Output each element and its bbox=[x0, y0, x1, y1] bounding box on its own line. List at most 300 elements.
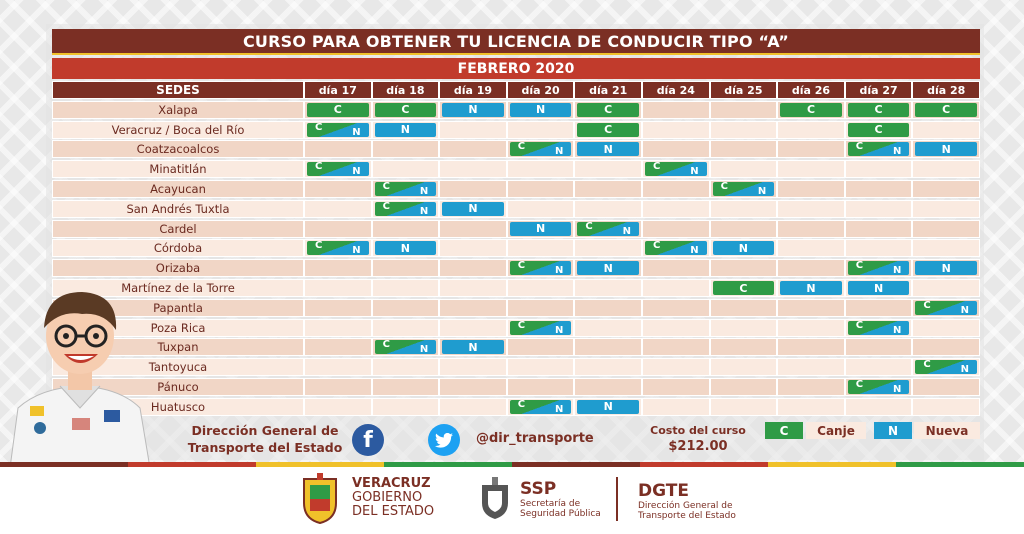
canje-nueva-badge bbox=[848, 261, 910, 275]
schedule-cell bbox=[372, 239, 440, 257]
canje-letter: C bbox=[585, 220, 593, 232]
canje-nueva-badge bbox=[375, 202, 437, 216]
canje-nueva-badge bbox=[307, 241, 369, 255]
schedule-cell bbox=[710, 338, 778, 356]
canje-badge: C bbox=[577, 103, 639, 117]
schedule-cell bbox=[304, 378, 372, 396]
twitter-icon[interactable] bbox=[428, 424, 460, 456]
nueva-badge: N bbox=[848, 281, 910, 295]
canje-letter: C bbox=[720, 181, 728, 192]
schedule-cell bbox=[304, 239, 372, 257]
schedule-cell bbox=[845, 319, 913, 337]
canje-badge: C bbox=[307, 103, 369, 117]
schedule-cell bbox=[574, 259, 642, 277]
table-row bbox=[52, 101, 980, 119]
schedule-cell bbox=[574, 279, 642, 297]
nueva-badge: N bbox=[375, 123, 437, 137]
canje-letter: C bbox=[923, 359, 931, 371]
schedule-cell bbox=[642, 239, 710, 257]
nueva-letter: N bbox=[622, 225, 631, 237]
schedule-cell bbox=[777, 239, 845, 257]
canje-nueva-badge bbox=[645, 241, 707, 255]
sede-name: Tantoyuca bbox=[52, 358, 304, 376]
sede-name: Poza Rica bbox=[52, 319, 304, 337]
schedule-cell bbox=[439, 200, 507, 218]
schedule-cell bbox=[845, 378, 913, 396]
header-day: día 25 bbox=[710, 81, 778, 99]
sede-name: Huatusco bbox=[52, 398, 304, 416]
schedule-cell bbox=[642, 358, 710, 376]
schedule-cell bbox=[439, 279, 507, 297]
schedule-cell bbox=[574, 220, 642, 238]
schedule-cell bbox=[574, 358, 642, 376]
table-row bbox=[52, 200, 980, 218]
header-day: día 26 bbox=[777, 81, 845, 99]
canje-nueva-badge bbox=[848, 142, 910, 156]
schedule-cell bbox=[777, 160, 845, 178]
schedule-cell bbox=[777, 259, 845, 277]
schedule-cell bbox=[507, 239, 575, 257]
schedule-cell bbox=[304, 200, 372, 218]
veracruz-line-2: GOBIERNO bbox=[352, 490, 423, 505]
nueva-letter: N bbox=[690, 245, 699, 257]
schedule-cell bbox=[710, 101, 778, 119]
schedule-cell bbox=[912, 239, 980, 257]
schedule-cell bbox=[642, 398, 710, 416]
canje-badge: C bbox=[848, 123, 910, 137]
table-row bbox=[52, 279, 980, 297]
canje-letter: C bbox=[653, 240, 661, 252]
canje-letter: C bbox=[315, 161, 323, 173]
schedule-cell bbox=[845, 180, 913, 198]
schedule-cell bbox=[574, 398, 642, 416]
schedule-cell bbox=[912, 358, 980, 376]
canje-nueva-badge bbox=[307, 123, 369, 137]
dgte-acronym: DGTE bbox=[638, 481, 689, 501]
nueva-letter: N bbox=[893, 265, 902, 277]
schedule-cell bbox=[912, 378, 980, 396]
schedule-cell bbox=[710, 378, 778, 396]
canje-letter: C bbox=[923, 299, 931, 311]
schedule-cell bbox=[439, 358, 507, 376]
schedule-cell bbox=[912, 140, 980, 158]
nueva-badge: N bbox=[915, 142, 977, 156]
schedule-cell bbox=[912, 338, 980, 356]
schedule-cell bbox=[845, 358, 913, 376]
schedule-cell bbox=[777, 200, 845, 218]
nueva-badge: N bbox=[577, 261, 639, 275]
veracruz-logo-text bbox=[352, 477, 434, 519]
schedule-cell bbox=[642, 101, 710, 119]
schedule-cell bbox=[372, 279, 440, 297]
schedule-cell bbox=[439, 239, 507, 257]
sede-name: Veracruz / Boca del Río bbox=[52, 121, 304, 139]
schedule-cell bbox=[710, 259, 778, 277]
nueva-letter: N bbox=[893, 146, 902, 158]
schedule-cell bbox=[777, 180, 845, 198]
nueva-letter: N bbox=[419, 186, 429, 197]
canje-nueva-badge bbox=[510, 321, 572, 335]
nueva-letter: N bbox=[555, 324, 564, 336]
schedule-cell bbox=[574, 319, 642, 337]
schedule-cell bbox=[845, 299, 913, 317]
nueva-letter: N bbox=[555, 403, 564, 415]
schedule-cell bbox=[912, 398, 980, 416]
schedule-cell bbox=[845, 259, 913, 277]
schedule-cell bbox=[507, 160, 575, 178]
schedule-cell bbox=[304, 220, 372, 238]
nueva-badge: N bbox=[510, 103, 572, 117]
canje-badge: C bbox=[780, 103, 842, 117]
schedule-cell bbox=[912, 121, 980, 139]
table-row bbox=[52, 259, 980, 277]
cost-label: Costo del curso bbox=[650, 424, 746, 437]
ssp-acronym: SSP bbox=[520, 479, 557, 499]
header-day: día 27 bbox=[845, 81, 913, 99]
nueva-badge: N bbox=[713, 241, 775, 255]
veracruz-shield-icon bbox=[300, 473, 340, 525]
header-day: día 20 bbox=[507, 81, 575, 99]
nueva-letter: N bbox=[690, 166, 699, 178]
schedule-cell bbox=[642, 378, 710, 396]
schedule-cell bbox=[710, 299, 778, 317]
canje-nueva-badge bbox=[915, 301, 977, 315]
schedule-cell bbox=[304, 160, 372, 178]
schedule-cell bbox=[777, 220, 845, 238]
schedule-cell bbox=[710, 319, 778, 337]
schedule-cell bbox=[507, 338, 575, 356]
canje-nueva-badge bbox=[915, 360, 977, 374]
schedule-cell bbox=[845, 121, 913, 139]
schedule-cell bbox=[710, 160, 778, 178]
canje-nueva-badge bbox=[510, 400, 572, 414]
schedule-cell bbox=[912, 259, 980, 277]
ssp-emblem-icon bbox=[478, 477, 512, 519]
schedule-cell bbox=[372, 319, 440, 337]
schedule-cell bbox=[574, 200, 642, 218]
schedule-cell bbox=[845, 101, 913, 119]
schedule-cell bbox=[777, 101, 845, 119]
canje-letter: C bbox=[855, 379, 864, 390]
sede-name: Martínez de la Torre bbox=[52, 279, 304, 297]
schedule-cell bbox=[574, 299, 642, 317]
canje-letter: C bbox=[855, 141, 864, 153]
header-day: día 28 bbox=[912, 81, 980, 99]
nueva-letter: N bbox=[352, 126, 361, 138]
schedule-cell bbox=[710, 398, 778, 416]
table-row bbox=[52, 220, 980, 238]
nueva-letter: N bbox=[893, 384, 902, 395]
schedule-cell bbox=[574, 140, 642, 158]
schedule-cell bbox=[507, 299, 575, 317]
schedule-cell bbox=[642, 299, 710, 317]
veracruz-line-3: DEL ESTADO bbox=[352, 504, 435, 519]
canje-letter: C bbox=[517, 141, 526, 153]
canje-nueva-badge bbox=[713, 182, 775, 196]
schedule-cell bbox=[777, 279, 845, 297]
schedule-cell bbox=[439, 259, 507, 277]
schedule-cell bbox=[439, 319, 507, 337]
schedule-cell bbox=[439, 101, 507, 119]
schedule-cell bbox=[439, 160, 507, 178]
nueva-badge: N bbox=[510, 222, 572, 236]
schedule-cell bbox=[507, 279, 575, 297]
canje-letter: C bbox=[517, 319, 526, 331]
schedule-cell bbox=[304, 338, 372, 356]
nueva-letter: N bbox=[352, 245, 361, 257]
schedule-cell bbox=[507, 259, 575, 277]
canje-nueva-badge bbox=[510, 142, 572, 156]
canje-nueva-badge bbox=[307, 162, 369, 176]
header-day: día 19 bbox=[439, 81, 507, 99]
schedule-cell bbox=[777, 378, 845, 396]
schedule-cell bbox=[710, 121, 778, 139]
schedule-cell bbox=[507, 358, 575, 376]
canje-letter: C bbox=[315, 240, 323, 252]
legend-nueva-label: Nueva bbox=[914, 422, 980, 439]
nueva-badge: N bbox=[577, 142, 639, 156]
logo-divider bbox=[616, 477, 618, 521]
table-row bbox=[52, 121, 980, 139]
schedule-cell bbox=[912, 319, 980, 337]
schedule-cell bbox=[439, 338, 507, 356]
nueva-letter: N bbox=[555, 265, 564, 277]
nueva-badge: N bbox=[915, 261, 977, 275]
schedule-cell bbox=[372, 299, 440, 317]
schedule-cell bbox=[372, 101, 440, 119]
table-row bbox=[52, 140, 980, 158]
table-row bbox=[52, 378, 980, 396]
canje-nueva-badge bbox=[645, 162, 707, 176]
sede-name: Acayucan bbox=[52, 180, 304, 198]
schedule-cell bbox=[912, 200, 980, 218]
schedule-cell bbox=[642, 180, 710, 198]
nueva-letter: N bbox=[960, 304, 969, 316]
schedule-cell bbox=[777, 319, 845, 337]
schedule-cell bbox=[845, 160, 913, 178]
schedule-cell bbox=[642, 319, 710, 337]
nueva-letter: N bbox=[893, 324, 902, 336]
canje-letter: C bbox=[517, 398, 526, 410]
nueva-badge: N bbox=[577, 400, 639, 414]
dgte-line-2: Transporte del Estado bbox=[638, 511, 736, 521]
schedule-cell bbox=[777, 299, 845, 317]
schedule-cell bbox=[845, 279, 913, 297]
schedule-cell bbox=[507, 101, 575, 119]
schedule-cell bbox=[304, 180, 372, 198]
legend-canje-swatch: C bbox=[765, 422, 803, 439]
schedule-cell bbox=[777, 398, 845, 416]
sede-name: Córdoba bbox=[52, 239, 304, 257]
schedule-cell bbox=[642, 279, 710, 297]
schedule-cell bbox=[912, 220, 980, 238]
table-row bbox=[52, 398, 980, 416]
schedule-cell bbox=[710, 140, 778, 158]
schedule-cell bbox=[439, 180, 507, 198]
logo-bar bbox=[0, 467, 1024, 534]
nueva-letter: N bbox=[757, 186, 767, 197]
nueva-badge: N bbox=[442, 202, 504, 216]
ssp-logo-text bbox=[520, 479, 601, 519]
schedule-cell bbox=[642, 259, 710, 277]
schedule-cell bbox=[710, 180, 778, 198]
schedule-cell bbox=[912, 101, 980, 119]
table-row bbox=[52, 160, 980, 178]
schedule-cell bbox=[304, 259, 372, 277]
sede-name: Xalapa bbox=[52, 101, 304, 119]
canje-nueva-badge bbox=[577, 222, 639, 236]
sede-name: Pánuco bbox=[52, 378, 304, 396]
schedule-cell bbox=[372, 378, 440, 396]
legend-nueva-swatch: N bbox=[874, 422, 912, 439]
schedule-cell bbox=[304, 398, 372, 416]
schedule-cell bbox=[507, 140, 575, 158]
schedule-cell bbox=[507, 121, 575, 139]
schedule-cell bbox=[642, 140, 710, 158]
poster-title: CURSO PARA OBTENER TU LICENCIA DE CONDUCIR TIPO “A” bbox=[52, 29, 980, 55]
schedule-cell bbox=[507, 398, 575, 416]
canje-letter: C bbox=[315, 121, 323, 133]
canje-letter: C bbox=[382, 181, 390, 192]
schedule-cell bbox=[845, 200, 913, 218]
nueva-letter: N bbox=[419, 344, 429, 356]
nueva-badge: N bbox=[780, 281, 842, 295]
badge-icon bbox=[30, 406, 44, 416]
schedule-cell bbox=[642, 200, 710, 218]
schedule-cell bbox=[574, 378, 642, 396]
schedule-cell bbox=[439, 220, 507, 238]
schedule-cell bbox=[642, 121, 710, 139]
table-row bbox=[52, 239, 980, 257]
schedule-cell bbox=[845, 140, 913, 158]
organization-name bbox=[180, 422, 350, 456]
schedule-cell bbox=[574, 101, 642, 119]
schedule-cell bbox=[304, 299, 372, 317]
canje-letter: C bbox=[517, 260, 526, 272]
canje-letter: C bbox=[855, 319, 864, 331]
canje-badge: C bbox=[577, 123, 639, 137]
facebook-icon[interactable]: f bbox=[352, 424, 384, 456]
table-header-row bbox=[52, 81, 980, 99]
schedule-cell bbox=[507, 319, 575, 337]
schedule-cell bbox=[710, 239, 778, 257]
sede-name: Papantla bbox=[52, 299, 304, 317]
schedule-cell bbox=[845, 239, 913, 257]
schedule-cell bbox=[574, 338, 642, 356]
cost-value: $212.00 bbox=[668, 439, 728, 454]
canje-nueva-badge bbox=[375, 340, 437, 354]
schedule-cell bbox=[710, 279, 778, 297]
schedule-cell bbox=[304, 319, 372, 337]
header-day: día 21 bbox=[574, 81, 642, 99]
table-row bbox=[52, 299, 980, 317]
schedule-cell bbox=[574, 160, 642, 178]
schedule-cell bbox=[507, 180, 575, 198]
schedule-cell bbox=[372, 200, 440, 218]
schedule-cell bbox=[845, 338, 913, 356]
organization-line-1: Dirección General de bbox=[191, 423, 339, 438]
organization-line-2: Transporte del Estado bbox=[187, 440, 343, 455]
schedule-cell bbox=[372, 140, 440, 158]
sede-name: Coatzacoalcos bbox=[52, 140, 304, 158]
schedule-cell bbox=[710, 200, 778, 218]
schedule-cell bbox=[439, 378, 507, 396]
sede-name: Tuxpan bbox=[52, 338, 304, 356]
schedule-cell bbox=[372, 121, 440, 139]
schedule-cell bbox=[304, 279, 372, 297]
schedule-cell bbox=[777, 121, 845, 139]
schedule-cell bbox=[845, 220, 913, 238]
schedule-cell bbox=[642, 220, 710, 238]
schedule-cell bbox=[912, 279, 980, 297]
table-row bbox=[52, 180, 980, 198]
schedule-cell bbox=[777, 140, 845, 158]
schedule-cell bbox=[507, 220, 575, 238]
sede-name: Cardel bbox=[52, 220, 304, 238]
schedule-cell bbox=[439, 140, 507, 158]
schedule-cell bbox=[304, 101, 372, 119]
nueva-letter: N bbox=[555, 146, 564, 158]
table-row bbox=[52, 358, 980, 376]
sede-name: Orizaba bbox=[52, 259, 304, 277]
schedule-cell bbox=[574, 180, 642, 198]
veracruz-line-1: VERACRUZ bbox=[352, 476, 431, 491]
month-banner: FEBRERO 2020 bbox=[52, 58, 980, 79]
header-sedes: SEDES bbox=[52, 81, 304, 99]
schedule-cell bbox=[304, 121, 372, 139]
schedule-cell bbox=[439, 299, 507, 317]
schedule-cell bbox=[574, 121, 642, 139]
ssp-line-2: Seguridad Pública bbox=[520, 509, 601, 519]
header-day: día 24 bbox=[642, 81, 710, 99]
schedule-cell bbox=[372, 358, 440, 376]
header-day: día 17 bbox=[304, 81, 372, 99]
canje-letter: C bbox=[382, 339, 390, 351]
schedule-cell bbox=[777, 338, 845, 356]
schedule-cell bbox=[372, 220, 440, 238]
schedule-cell bbox=[507, 200, 575, 218]
canje-nueva-badge bbox=[375, 182, 437, 196]
nueva-badge: N bbox=[442, 103, 504, 117]
nueva-badge: N bbox=[375, 241, 437, 255]
dgte-line-1: Dirección General de bbox=[638, 501, 733, 511]
sede-name: San Andrés Tuxtla bbox=[52, 200, 304, 218]
schedule-cell bbox=[574, 239, 642, 257]
canje-badge: C bbox=[375, 103, 437, 117]
schedule-cell bbox=[439, 121, 507, 139]
canje-nueva-badge bbox=[510, 261, 572, 275]
schedule-cell bbox=[912, 299, 980, 317]
schedule-cell bbox=[372, 180, 440, 198]
ssp-line-1: Secretaría de bbox=[520, 499, 581, 509]
nueva-badge: N bbox=[442, 340, 504, 354]
sede-name: Minatitlán bbox=[52, 160, 304, 178]
table-row bbox=[52, 319, 980, 337]
canje-nueva-badge bbox=[848, 321, 910, 335]
twitter-handle[interactable]: @dir_transporte bbox=[476, 431, 594, 446]
schedule-cell bbox=[845, 398, 913, 416]
nueva-letter: N bbox=[419, 205, 429, 217]
schedule-cell bbox=[710, 358, 778, 376]
dgte-logo-text bbox=[638, 481, 736, 521]
schedule-cell bbox=[439, 398, 507, 416]
schedule-cell bbox=[777, 358, 845, 376]
header-day: día 18 bbox=[372, 81, 440, 99]
canje-badge: C bbox=[848, 103, 910, 117]
schedule-cell bbox=[642, 338, 710, 356]
canje-badge: C bbox=[713, 281, 775, 295]
legend-canje-label: Canje bbox=[806, 422, 866, 439]
